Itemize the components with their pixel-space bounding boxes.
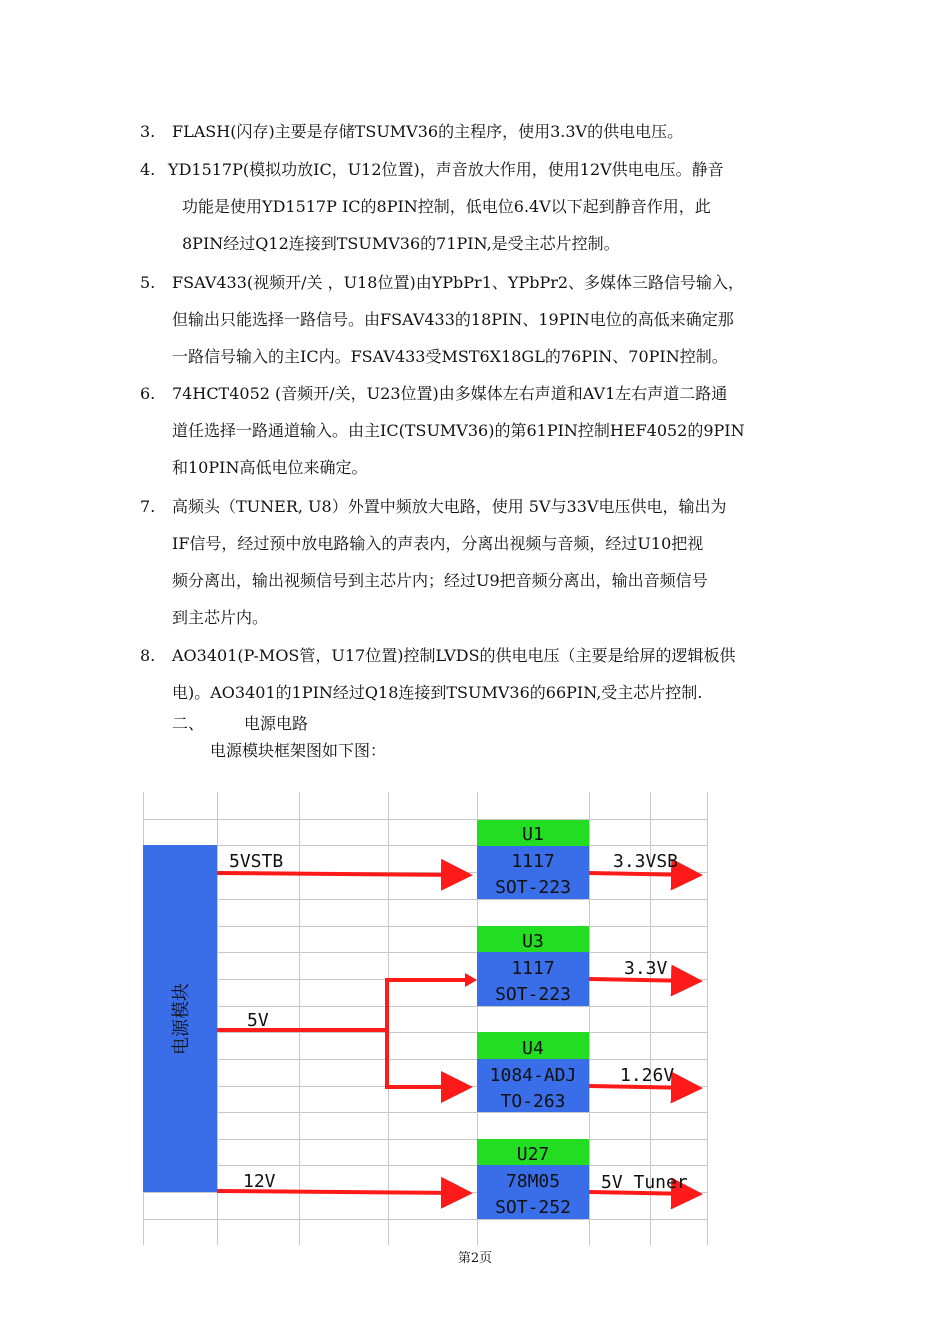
arrow-out-u3: [589, 979, 695, 981]
item-7: [140, 488, 810, 636]
input-label-12v: 12V: [243, 1171, 276, 1192]
input-label-5v: 5V: [247, 1010, 269, 1031]
item-number: 6.: [140, 384, 156, 403]
u4-package: TO-263: [500, 1091, 566, 1112]
power-module-label: 电源模块: [171, 983, 192, 1055]
item-line: 到主芯片内。: [172, 608, 269, 627]
output-label-u4: 1.26V: [620, 1065, 675, 1086]
item-number: 3.: [140, 122, 156, 141]
section-number: 二、: [172, 714, 205, 733]
diagram-intro: 电源模块框架图如下图：: [210, 741, 387, 760]
output-label-u3: 3.3V: [624, 958, 668, 979]
power-block-diagram: [143, 792, 708, 1245]
u3-id: U3: [522, 931, 544, 952]
item-6: [140, 375, 810, 486]
arrow-5v-branch-u4: [387, 1030, 465, 1087]
input-label-5vstb: 5VSTB: [229, 851, 284, 872]
u3-package: SOT-223: [495, 984, 571, 1005]
u4-part: 1084-ADJ: [489, 1065, 577, 1086]
u1-id: U1: [522, 824, 544, 845]
u4-id: U4: [522, 1038, 544, 1059]
item-line: IF信号，经过预中放电路输入的声表内，分离出视频与音频，经过U10把视: [172, 534, 704, 553]
item-line: AO3401(P-MOS管，U17位置)控制LVDS的供电电压（主要是给屏的逻辑板供: [172, 646, 736, 665]
item-4: [140, 151, 810, 262]
item-number: 5.: [140, 273, 156, 292]
output-label-u27: 5V Tuner: [601, 1172, 688, 1193]
u27-id: U27: [516, 1144, 550, 1165]
arrow-5vstb: [217, 873, 465, 875]
arrow-out-u4: [589, 1086, 695, 1088]
item-line: 和10PIN高低电位来确定。: [172, 458, 368, 477]
u27-package: SOT-252: [495, 1197, 571, 1218]
item-8: [140, 637, 810, 711]
item-line: 一路信号输入的主IC内。FSAV433受MST6X18GL的76PIN、70PIN控制。: [172, 347, 728, 366]
item-line: YD1517P(模拟功放IC，U12位置)，声音放大作用，使用12V供电电压。静音: [168, 160, 724, 179]
item-number: 4.: [140, 160, 156, 179]
item-line: 道任选择一路通道输入。由主IC(TSUMV36)的第61PIN控制HEF4052的9PIN: [172, 421, 745, 440]
item-line: 74HCT4052 (音频开/关，U23位置)由多媒体左右声道和AV1左右声道二路通: [172, 384, 728, 403]
item-3: [140, 113, 810, 150]
u1-package: SOT-223: [495, 877, 571, 898]
u1-part: 1117: [511, 851, 555, 872]
item-number: 7.: [140, 497, 156, 516]
u3-part: 1117: [511, 958, 555, 979]
output-label-u1: 3.3VSB: [613, 851, 679, 872]
arrow-5v-u3-head: [465, 973, 477, 987]
item-number: 8.: [140, 646, 156, 665]
u27-part: 78M05: [505, 1171, 561, 1192]
item-line: 8PIN经过Q12连接到TSUMV36的71PIN,是受主芯片控制。: [182, 234, 620, 253]
item-line: 高频头（TUNER, U8）外置中频放大电路，使用 5V与33V电压供电，输出为: [172, 497, 727, 516]
item-line: 电)。AO3401的1PIN经过Q18连接到TSUMV36的66PIN,受主芯片控制.: [172, 683, 703, 702]
item-line: 频分离出，输出视频信号到主芯片内；经过U9把音频分离出，输出音频信号: [172, 571, 708, 590]
item-line: 功能是使用YD1517P IC的8PIN控制，低电位6.4V以下起到静音作用，此: [182, 197, 711, 216]
item-line: FSAV433(视频开/关 ，U18位置)由YPbPr1、YPbPr2、多媒体三路信号输入，: [172, 273, 745, 292]
arrow-out-u1: [589, 873, 695, 875]
item-line: FLASH(闪存)主要是存储TSUMV36的主程序，使用3.3V的供电电压。: [172, 122, 684, 141]
item-line: 但输出只能选择一路信号。由FSAV433的18PIN、19PIN电位的高低来确定那: [172, 310, 734, 329]
section-title: 电源电路: [244, 714, 309, 733]
page-number: 第2页: [457, 1251, 493, 1266]
item-5: [140, 264, 810, 375]
